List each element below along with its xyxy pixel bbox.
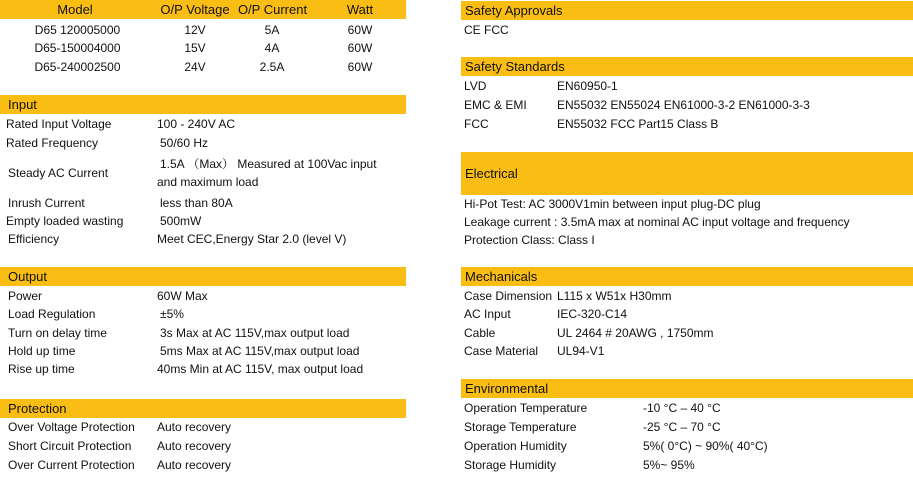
col-header-model: Model [57, 2, 93, 17]
output-section-bar [0, 267, 406, 286]
input-value-voltage: 100 - 240V AC [157, 117, 236, 131]
env-label-op-humidity: Operation Humidity [464, 439, 567, 453]
electrical-hipot: Hi-Pot Test: AC 3000V1min between input plug-DC plug [464, 197, 761, 211]
model-watt: 60W [347, 23, 373, 37]
safety-approvals-title: Safety Approvals [465, 3, 563, 18]
input-label-efficiency: Efficiency [8, 232, 60, 246]
mechanicals-title: Mechanicals [465, 269, 538, 284]
model-current: 5A [264, 23, 280, 37]
input-section-bar [0, 95, 406, 114]
mech-value-material: UL94-V1 [557, 344, 605, 358]
electrical-title: Electrical [465, 166, 518, 181]
safety-standard-value-fcc: EN55032 FCC Part15 Class B [557, 117, 719, 131]
col-header-watt: Watt [346, 2, 374, 17]
input-value-frequency: 50/60 Hz [160, 136, 209, 150]
input-label-voltage: Rated Input Voltage [6, 117, 112, 131]
input-label-inrush: Inrush Current [8, 196, 85, 210]
output-label-turn-on-delay: Turn on delay time [8, 326, 107, 340]
model-watt: 60W [347, 41, 373, 55]
output-label-load-regulation: Load Regulation [8, 307, 96, 321]
safety-standards-title: Safety Standards [465, 59, 565, 74]
mech-label-material: Case Material [464, 344, 539, 358]
mech-value-cable: UL 2464 # 20AWG , 1750mm [557, 326, 714, 340]
env-value-storage-temp: -25 °C – 70 °C [643, 420, 721, 434]
protection-value-ocp: Auto recovery [157, 458, 232, 472]
model-current: 4A [264, 41, 280, 55]
input-value-empty-loaded: 500mW [160, 214, 202, 228]
model-watt: 60W [347, 60, 373, 74]
model-name: D65-150004000 [34, 41, 121, 55]
mech-label-ac-input: AC Input [464, 307, 511, 321]
output-label-rise-up: Rise up time [8, 362, 75, 376]
electrical-bar [461, 152, 913, 195]
protection-value-ovp: Auto recovery [157, 420, 232, 434]
safety-standard-label-fcc: FCC [464, 117, 489, 131]
model-name: D65 120005000 [34, 23, 121, 37]
mech-label-dimension: Case Dimension [464, 289, 553, 303]
input-label-steady-current: Steady AC Current [8, 166, 109, 180]
mech-value-ac-input: IEC-320-C14 [557, 307, 628, 321]
input-label-frequency: Rated Frequency [6, 136, 99, 150]
safety-standard-label-lvd: LVD [464, 79, 487, 93]
mech-value-dimension: L115 x W51x H30mm [557, 289, 672, 303]
output-value-rise-up: 40ms Min at AC 115V, max output load [157, 362, 364, 376]
output-value-hold-up: 5ms Max at AC 115V,max output load [160, 344, 360, 358]
safety-standard-value-emc: EN55032 EN55024 EN61000-3-2 EN61000-3-3 [557, 98, 810, 112]
env-label-storage-humidity: Storage Humidity [464, 458, 557, 472]
safety-approvals-value: CE FCC [464, 23, 509, 37]
input-value-steady-current: 1.5A （Max） Measured at 100Vac input [160, 157, 377, 171]
model-name: D65-240002500 [34, 60, 121, 74]
model-voltage: 24V [184, 60, 206, 74]
safety-standard-value-lvd: EN60950-1 [557, 79, 618, 93]
input-value-inrush: less than 80A [160, 196, 233, 210]
env-label-storage-temp: Storage Temperature [464, 420, 577, 434]
model-voltage: 12V [184, 23, 206, 37]
protection-label-scp: Short Circuit Protection [8, 439, 132, 453]
protection-value-scp: Auto recovery [157, 439, 232, 453]
environmental-title: Environmental [465, 381, 549, 396]
safety-standard-label-emc: EMC & EMI [464, 98, 527, 112]
output-value-power: 60W Max [157, 289, 208, 303]
model-current: 2.5A [259, 60, 285, 74]
model-voltage: 15V [184, 41, 206, 55]
protection-label-ocp: Over Current Protection [8, 458, 135, 472]
output-label-hold-up: Hold up time [8, 344, 76, 358]
input-label-empty-loaded: Empty loaded wasting [6, 214, 124, 228]
env-value-op-temp: -10 °C – 40 °C [643, 401, 721, 415]
output-value-turn-on-delay: 3s Max at AC 115V,max output load [160, 326, 350, 340]
output-value-load-regulation: ±5% [160, 307, 184, 321]
input-section-title: Input [8, 97, 37, 112]
output-label-power: Power [8, 289, 43, 303]
electrical-protection-class: Protection Class: Class I [464, 233, 595, 247]
input-value-steady-current-cont: and maximum load [157, 175, 259, 189]
electrical-leakage: Leakage current : 3.5mA max at nominal AC input voltage and frequency [464, 215, 850, 229]
env-value-op-humidity: 5%( 0°C) ~ 90%( 40°C) [643, 439, 768, 453]
input-value-efficiency: Meet CEC,Energy Star 2.0 (level V) [157, 232, 347, 246]
col-header-voltage: O/P Voltage [160, 2, 230, 17]
env-label-op-temp: Operation Temperature [464, 401, 588, 415]
output-section-title: Output [8, 269, 48, 284]
col-header-current: O/P Current [237, 2, 308, 17]
protection-label-ovp: Over Voltage Protection [8, 420, 135, 434]
protection-section-title: Protection [8, 401, 67, 416]
env-value-storage-humidity: 5%~ 95% [643, 458, 695, 472]
mech-label-cable: Cable [464, 326, 496, 340]
